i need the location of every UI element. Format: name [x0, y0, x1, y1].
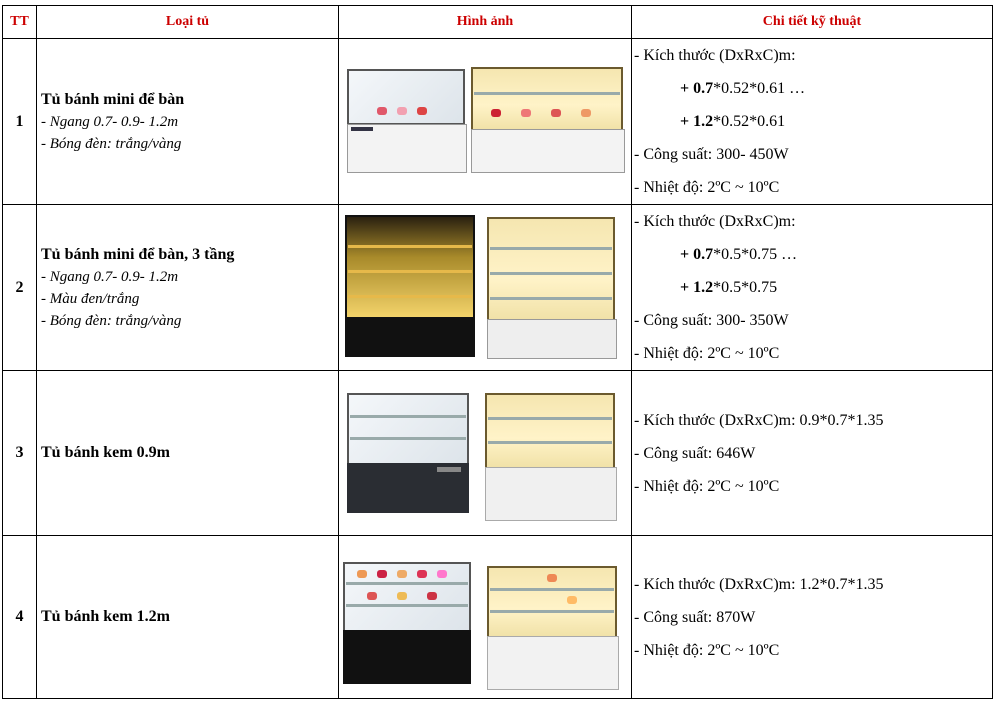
- cabinet-note: - Ngang 0.7- 0.9- 1.2m: [41, 268, 179, 285]
- spec-size-label: - Kích thước (DxRxC)m:: [634, 213, 796, 230]
- spec-power: - Công suất: 300- 350W: [634, 312, 789, 329]
- table-row: [3, 39, 993, 205]
- cabinet-name: Tủ bánh kem 0.9m: [41, 444, 170, 461]
- spec-size-option: + 0.7*0.5*0.75 …: [680, 246, 798, 263]
- cabinet-type-cell: [37, 39, 339, 205]
- spec-power: - Công suất: 646W: [634, 444, 756, 462]
- row-number: 1: [3, 39, 37, 205]
- spec-temperature: - Nhiệt độ: 2ºC ~ 10ºC: [634, 345, 780, 362]
- spec-size: - Kích thước (DxRxC)m: 0.9*0.7*1.35: [634, 411, 884, 429]
- image-cell: [339, 39, 632, 205]
- cabinet-image: [347, 393, 469, 519]
- cabinet-image: [485, 393, 615, 523]
- spec-cell: [632, 205, 993, 371]
- row-number: 3: [3, 371, 37, 536]
- table-row: [3, 205, 993, 371]
- header-row: [3, 6, 993, 39]
- spec-size-option: + 1.2*0.52*0.61: [680, 113, 786, 130]
- row-number: 4: [3, 536, 37, 699]
- cabinet-image: [347, 69, 465, 171]
- cabinet-note: - Bóng đèn: trắng/vàng: [41, 135, 182, 152]
- cabinet-image: [487, 217, 615, 357]
- header-tt: TT: [3, 6, 37, 39]
- spec-cell: [632, 39, 993, 205]
- cabinet-image: [471, 67, 623, 171]
- spec-cell: [632, 371, 993, 536]
- spec-size-label: - Kích thước (DxRxC)m:: [634, 47, 796, 64]
- cabinet-note: - Bóng đèn: trắng/vàng: [41, 312, 182, 329]
- spec-power: - Công suất: 300- 450W: [634, 146, 789, 163]
- row-number: 2: [3, 205, 37, 371]
- header-image: Hình ảnh: [339, 6, 632, 39]
- cabinet-type-cell: [37, 205, 339, 371]
- spec-size: - Kích thước (DxRxC)m: 1.2*0.7*1.35: [634, 575, 884, 593]
- product-table: [2, 5, 993, 699]
- header-type: Loại tủ: [37, 6, 339, 39]
- image-cell: [339, 536, 632, 699]
- image-cell: [339, 205, 632, 371]
- cabinet-note: - Ngang 0.7- 0.9- 1.2m: [41, 113, 179, 130]
- spec-temperature: - Nhiệt độ: 2ºC ~ 10ºC: [634, 179, 780, 196]
- cabinet-name: Tủ bánh kem 1.2m: [41, 608, 170, 625]
- spec-cell: [632, 536, 993, 699]
- spec-size-option: + 1.2*0.5*0.75: [680, 279, 778, 296]
- cabinet-image: [487, 566, 617, 692]
- cabinet-note: - Màu đen/trắng: [41, 290, 140, 307]
- spec-temperature: - Nhiệt độ: 2ºC ~ 10ºC: [634, 641, 780, 659]
- cabinet-type-cell: [37, 371, 339, 536]
- cabinet-image: [343, 562, 471, 692]
- spec-size-option: + 0.7*0.52*0.61 …: [680, 80, 806, 97]
- table-row: [3, 536, 993, 699]
- image-cell: [339, 371, 632, 536]
- table-row: [3, 371, 993, 536]
- header-specs: Chi tiết kỹ thuật: [632, 6, 993, 39]
- cabinet-image: [345, 215, 475, 357]
- cabinet-name: Tủ bánh mini để bàn: [41, 90, 185, 108]
- spec-temperature: - Nhiệt độ: 2ºC ~ 10ºC: [634, 477, 780, 495]
- cabinet-type-cell: [37, 536, 339, 699]
- spec-power: - Công suất: 870W: [634, 608, 756, 626]
- cabinet-name: Tủ bánh mini để bàn, 3 tầng: [41, 245, 235, 263]
